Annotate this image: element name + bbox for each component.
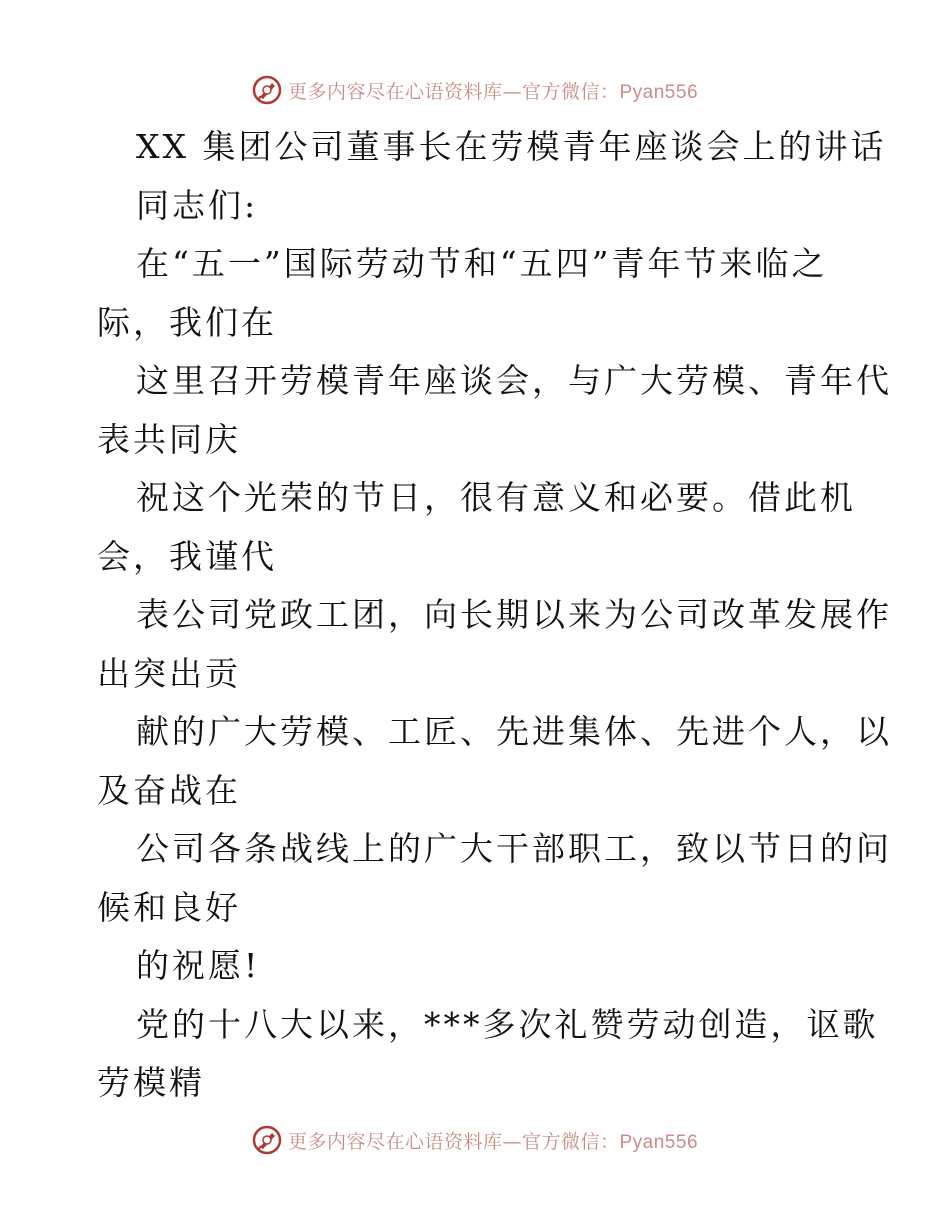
quill-logo-icon [252, 1125, 282, 1155]
paragraph-line: 献的广大劳模、工匠、先进集体、先进个人，以 [136, 712, 892, 751]
paragraph-line: 公司各条战线上的广大干部职工，致以节日的问 [136, 829, 892, 868]
paragraph-line: 的祝愿! [136, 946, 261, 985]
paragraph-line: 出突出贡 [97, 653, 241, 693]
footer-banner-main: 更多内容尽在心语资料库 [287, 1130, 503, 1153]
paragraph-line: 党的十八大以来，***多次礼赞劳动创造，讴歌 [136, 1004, 879, 1044]
paragraph-line: 祝这个光荣的节日，很有意义和必要。借此机 [136, 478, 856, 517]
paragraph-line: 这里召开劳模青年座谈会，与广大劳模、青年代 [136, 361, 892, 400]
header-banner-text [288, 77, 698, 104]
header-banner [0, 70, 950, 110]
document-title: XX 集团公司董事长在劳模青年座谈会上的讲话 [136, 127, 887, 166]
paragraph-line: 会，我谨代 [97, 536, 277, 576]
document-lines [97, 177, 892, 1113]
paragraph-line: 同志们: [136, 185, 259, 225]
paragraph-line: 候和良好 [97, 887, 241, 927]
quill-logo-icon [252, 75, 282, 105]
document-body [97, 118, 892, 1113]
paragraph-line: 及奋战在 [97, 770, 241, 810]
paragraph-line: 表公司党政工团，向长期以来为公司改革发展作 [136, 595, 892, 634]
header-banner-separator: — [502, 80, 522, 103]
footer-banner [0, 1120, 950, 1160]
paragraph-line: 际，我们在 [97, 302, 277, 342]
header-wechat-id: Pyan556 [619, 81, 699, 103]
footer-banner-separator: — [502, 1130, 522, 1153]
footer-banner-text [288, 1127, 698, 1154]
footer-wechat-label: 官方微信： [521, 1130, 620, 1153]
paragraph-line: 表共同庆 [97, 419, 241, 459]
paragraph-line: 劳模精 [97, 1063, 205, 1102]
paragraph-line: 在“五一”国际劳动节和“五四”青年节来临之 [136, 244, 828, 283]
header-wechat-label: 官方微信： [521, 80, 620, 103]
footer-wechat-id: Pyan556 [619, 1131, 699, 1153]
header-banner-main: 更多内容尽在心语资料库 [287, 80, 503, 103]
